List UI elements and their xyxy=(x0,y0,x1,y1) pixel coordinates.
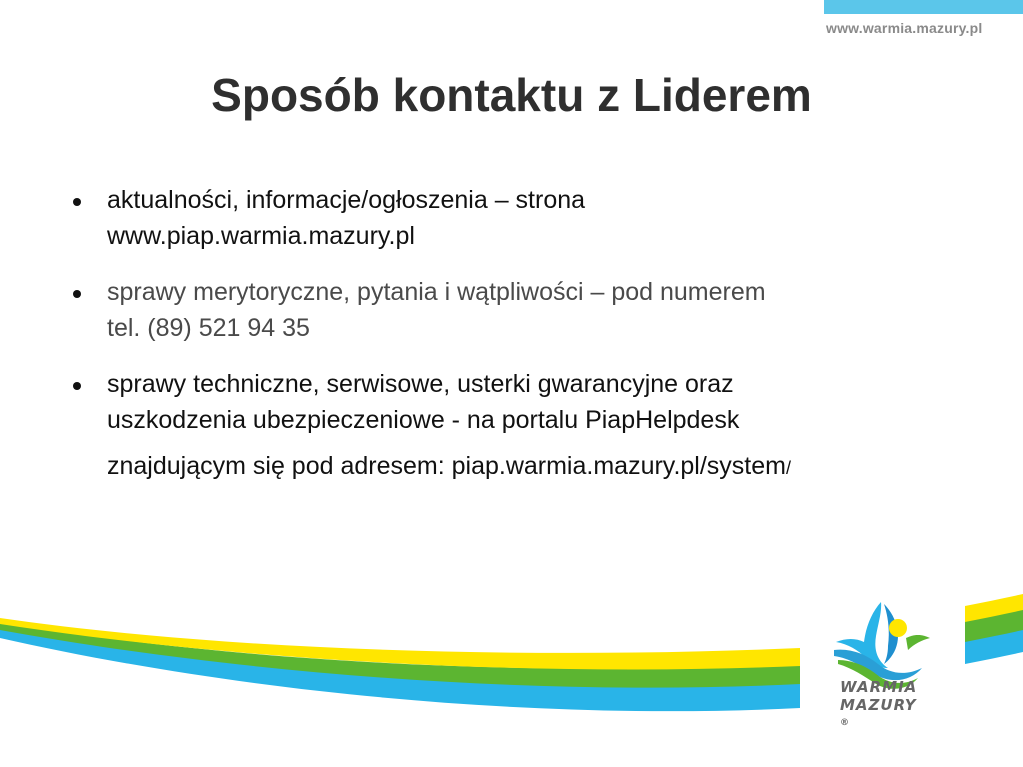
bullet-dot xyxy=(73,198,81,206)
bullet-dot xyxy=(73,290,81,298)
site-url[interactable]: www.warmia.mazury.pl xyxy=(826,20,983,36)
bullet-news-line1: aktualności, informacje/ogłoszenia – strona xyxy=(107,186,586,214)
registered-mark: ® xyxy=(840,718,850,728)
bullet-list xyxy=(60,182,960,486)
bullet-substantive-line1: sprawy merytoryczne, pytania i wątpliwości – pod numerem xyxy=(107,278,766,306)
logo-wordmark xyxy=(840,678,950,732)
bullet-dot xyxy=(73,382,81,390)
slide-title: Sposób kontaktu z Liderem xyxy=(211,69,812,121)
logo-wordmark-line1: WARMIA xyxy=(840,678,918,696)
bullet-substantive-line2: tel. (89) 521 94 35 xyxy=(107,314,310,342)
bullet-technical xyxy=(60,366,960,486)
bullet-news xyxy=(60,182,960,254)
bullet-substantive xyxy=(60,274,960,346)
helpdesk-address-suffix: / xyxy=(785,458,791,478)
bullet-news-line2: www.piap.warmia.mazury.pl xyxy=(107,222,415,250)
bullet-technical-line1: sprawy techniczne, serwisowe, usterki gwarancyjne oraz xyxy=(107,370,734,398)
logo-wordmark-line2 xyxy=(840,696,950,732)
top-accent-bar xyxy=(824,0,1023,14)
bullet-technical-line2: uszkodzenia ubezpieczeniowe - na portalu PiapHelpdesk xyxy=(107,406,740,434)
logo-wordmark-mazury: MAZURY xyxy=(840,696,917,714)
helpdesk-address: znajdującym się pod adresem: piap.warmia.mazury.pl/system xyxy=(107,452,786,480)
bullet-technical-line3 xyxy=(107,448,960,486)
